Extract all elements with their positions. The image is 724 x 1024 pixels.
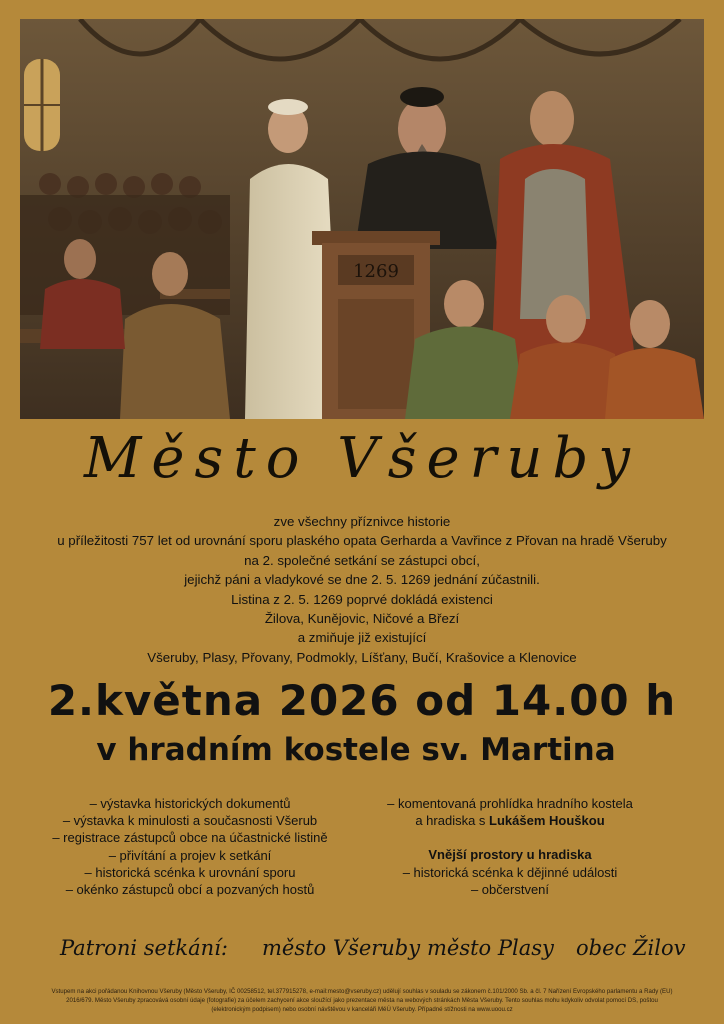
patron-name: obec Žilov (576, 936, 686, 960)
patrons-label: Patroni setkání: (60, 936, 228, 960)
legal-footer (30, 987, 694, 1014)
program-item: – výstavka k minulosti a současnosti Všerub (62, 813, 318, 829)
intro-line: na 2. společné setkání se zástupci obcí, (244, 552, 480, 568)
patron-name: město Plasy (427, 936, 554, 960)
medieval-scene-picture (20, 19, 704, 419)
intro-line: zve všechny příznivce historie (273, 514, 451, 529)
intro-line: Listina z 2. 5. 1269 poprvé dokládá existenci (231, 591, 493, 607)
program-item: – okénko zástupců obcí a pozvaných hostů (65, 882, 315, 898)
footer-line: Vstupem na akci pořádanou Knihovnou Všeruby (Město Všeruby, IČ 00258512, tel.377915278, e-mail:mesto@vseruby.cz) udělují souhlas v souladu se zákonem č.101/2000 Sb. a čl. 7 Nařízení Evropského parlamentu a Rady (EU) (51, 988, 673, 995)
lectern-year-label: 1269 (353, 261, 399, 282)
program-item: – výstavka historických dokumentů (89, 796, 291, 811)
intro-line: Všeruby, Plasy, Přovany, Podmokly, Líšťany, Bučí, Krašovice a Klenovice (147, 649, 577, 665)
patrons-row (0, 936, 724, 964)
program-list-right (360, 795, 660, 898)
program-list-left (20, 795, 360, 898)
program-item: – registrace zástupců obce na účastnické listině (52, 830, 328, 846)
program-item-guide (360, 812, 660, 829)
program-item: – historická scénka k urovnání sporu (84, 864, 296, 880)
event-venue: v hradním kostele sv. Martina (96, 732, 616, 768)
patron-name: město Všeruby (262, 936, 421, 960)
guide-prefix: a hradiska s (415, 813, 490, 829)
intro-line: u příležitosti 757 let od urovnání sporu plaského opata Gerharda a Vavřince z Přovan na hradě Všeruby (57, 533, 667, 549)
program-item: – přivítání a projev k setkání (108, 847, 272, 863)
outdoor-heading: Vnější prostory u hradiska (428, 847, 592, 863)
program-item: – komentovaná prohlídka hradního kostela (387, 796, 633, 811)
spacer (360, 829, 660, 846)
event-date: 2.května 2026 od 14.00 h (47, 676, 677, 725)
footer-line: (elektronickým podpisem) nebo osobní návštěvou v kanceláři MěÚ Všeruby. Případné stížnosti na www.uoou.cz (211, 1006, 513, 1013)
intro-line: jejichž páni a vladykové se dne 2. 5. 1269 jednání zúčastnili. (184, 572, 540, 588)
footer-line: 2016/679. Město Všeruby zpracovává osobní údaje (fotografie) za účelem zachycení akce sloužící jako prezentace města na webových stránkách Města Všeruby. Tento souhlas mohu kdykoliv odvolat pomocí DS, poštou (66, 997, 658, 1004)
intro-line: Žilova, Kunějovic, Ničové a Březí (264, 611, 460, 627)
intro-line: a zmiňuje již existující (297, 630, 427, 646)
intro-text (0, 512, 724, 667)
program-item: – občerstvení (470, 881, 550, 897)
hero-illustration (20, 19, 704, 419)
guide-name: Lukášem Houškou (489, 813, 605, 829)
program-item: – historická scénka k dějinné události (402, 864, 618, 880)
page-title: Město Všeruby (84, 426, 640, 491)
